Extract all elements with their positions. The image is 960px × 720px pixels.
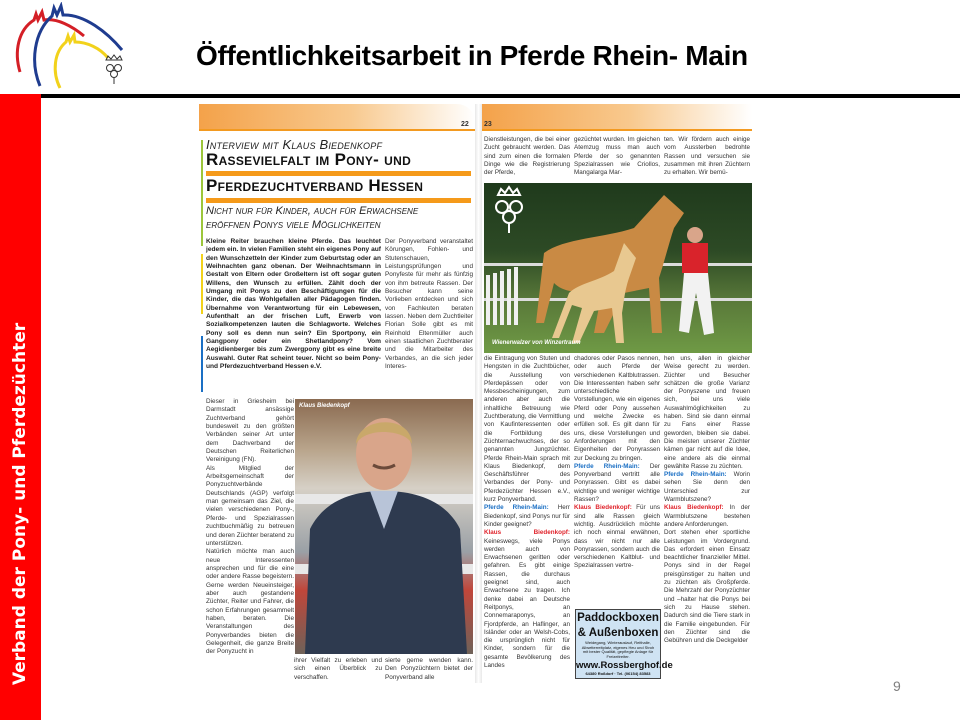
article-subhead-line1: Nicht nur für Kinder, auch für Erwachsene (206, 205, 419, 217)
photo-caption: Wienerwalzer von Winzertraum (492, 340, 581, 346)
slide-page-number: 9 (893, 678, 901, 694)
portrait-illustration (295, 399, 473, 654)
article-column (664, 355, 750, 645)
article-subhead-line2: eröffnen Ponys viele Möglichkeiten (206, 219, 381, 231)
question-label: Pferde Rhein-Main: (574, 462, 640, 470)
photo-caption: Klaus Biedenkopf (299, 403, 350, 409)
headline-underline (206, 198, 471, 203)
article-column: sierte gerne wenden kann. Den Ponyzüchtern bietet der Ponyverband alle (385, 657, 473, 681)
association-logo (12, 2, 142, 92)
paragraph: chadores oder Pasos nennen, oder auch Pferde der verschiedenen Kaltblutrassen. Die Interessenten haben sehr unterschiedliche Vorstellungen, wie ein eigenes Pferd oder Pony aussehen und welche Zwecke es erfüllen soll. Es gilt dann für uns, diese Vorstellungen und Anforderungen mit den Eigenheiten der Ponyrassen zur Deckung zu bringen. (574, 355, 660, 462)
crown-trefoil-icon (106, 55, 122, 84)
article-intro: Kleine Reiter brauchen kleine Pferde. Das leuchtet jedem ein. In vielen Familien steht ein eigenes Pony auf den Wunschzetteln der Kinder zum Geburtstag oder an Weihnachten ganz obenan. Der Weihnachtsmann in Gestalt von Eltern oder Großeltern ist oft sogar guten Willens, den Wunsch zu erfüllen. Zählt doch der Umgang mit Ponys zu den Beschäftigungen für die Kinder, die das Wohlgefallen aller Pädagogen finden. Übernahme von Verantwortung für ein Lebewesen, Aufenthalt an der frischen Luft, Erwerb von Sozialkompetenzen lauten die Schlagworte. Welches Pony soll es denn nun sein? Ein Sportpony, ein Gangpony oder ein Shetlandpony? Vom Aegidienberger bis zum Zwergpony gibt es eine breite Auswahl. Guter Rat scheint teuer. Nicht so beim Pony- und Pferdezuchtverband Hessen e.V. (206, 238, 381, 371)
paragraph: Dieser in Griesheim bei Darmstadt ansässige Zuchtverband gehört bundesweit zu den größten Verbänden seiner Art unter dem Dachverband der Deutschen Reiterlichen Vereinigung (FN). (206, 398, 294, 464)
paragraph: Natürlich möchte man auch neue Interessenten ansprechen und für die eine oder andere Rasse begeistern. Gerne werden Neueinsteiger, aber auch gestandene Züchter, Reiter und Fahrer, die schon Erfahrungen gesammelt haben, beraten. Die Veranstaltungen des Ponyverbandes bieten die Gelegenheit, die ganze Breite der Ponyzucht in (206, 548, 294, 656)
question-text: Herr Biedenkopf, sind Ponys nur für Kinder geeignet? (484, 504, 570, 528)
answer-label: Klaus Biedenkopf: (484, 529, 570, 537)
side-band-text: Verband der Pony- und Pferdezüchter (10, 322, 30, 686)
ad-headline: Paddockboxen (577, 612, 659, 624)
magazine-spread (199, 104, 752, 683)
answer-text: In der Warmblutszene bestehen andere Anforderungen. (664, 504, 751, 528)
article-column: ihrer Vielfalt zu erleben und sich einen Überblick zu verschaffen. (294, 657, 382, 681)
ad-url: www.Rossberghof.de (576, 660, 673, 672)
magazine-page-right (482, 104, 752, 683)
photo-klaus-biedenkopf (295, 399, 473, 654)
answer-text: Für uns sind alle Rassen gleich wichtig. Ausdrücklich möchte ich noch einmal erwähnen, dass wir nicht nur alle Ponyrassen, sondern auch die verschiedenen Kaltblut- und Spezialrassen vertre- (574, 504, 661, 570)
ad-headline: & Außenboxen (577, 627, 659, 639)
ad-details: Weidegang, Winterauslauf, Reithalle, Allwetterreitplatz, eigenes Heu und Stroh mit bester Qualität, gepflegte Anlage für Freizeitreiter. (581, 640, 655, 659)
article-column (206, 398, 294, 657)
question-text: Der Ponyverband vertritt alle Ponyrassen. Gibt es dabei wichtige und weniger wichtige Rassen? (574, 462, 660, 504)
page-header-band (199, 104, 475, 131)
answer-label: Klaus Biedenkopf: (664, 504, 724, 512)
horse-photo-illustration (484, 183, 752, 353)
article-kicker: Interview mit Klaus Biedenkopf (206, 137, 383, 152)
title-divider (0, 94, 960, 98)
paragraph: Als Mitglied der Arbeitsgemeinschaft der Ponyzuchtverbände Deutschlands (AGP) verfolgt man gemeinsam das Ziel, die vielen verschiedenen Pony-, Pferde- und Spezialrassen zuchtbuchmäßig zu betreuen und deren Züchter beratend zu unterstützen. (206, 464, 294, 547)
article-headline-line2: Pferdezuchtverband Hessen (206, 176, 424, 195)
side-band (0, 94, 41, 720)
article-headline-line1: Rassevielfalt im Pony- und (206, 150, 412, 169)
article-column: Der Ponyverband veranstaltet Körungen, Fohlen- und Stutenschauen, Leistungsprüfungen und Ponyfeste für mehr als fünfzig von ihm betreute Rassen. Der Besucher kann seine Vorlieben entdecken und sich von Fachleuten beraten lassen. Neben dem Zuchtleiter Florian Solle gibt es mit Reinhold Eltenmüller auch einen staatlichen Zuchtberater und die Mitarbeiter des Verbandes, an die sich jeder Interes- (385, 238, 473, 371)
page-number-left: 22 (461, 121, 469, 128)
magazine-page-left (199, 104, 475, 683)
crown-trefoil-icon (496, 187, 522, 233)
answer-text: Keineswegs, viele Ponys werden auch von Erwachsenen geritten oder gefahren. Es gibt einige Rassen, die durchaus geeignet sind, auch Erwachsene zu tragen. Ich denke dabei an Deutsche Reitponys, an Connemaraponys, an Fjordpferde, an Haflinger, an Isländer oder an Welsh-Cobs, die ursprünglich nicht für Kinder, sondern für die gesamte Bevölkerung des Landes (484, 537, 570, 669)
slide-title: Öffentlichkeitsarbeit in Pferde Rhein- Main (196, 40, 748, 71)
article-column: Dienstleistungen, die bei einer Zucht gebraucht werden. Das sind zum einen die formalen Dinge wie die Registrierung der Pferde, (484, 136, 570, 177)
question-label: Pferde Rhein-Main: (484, 504, 549, 512)
ad-contact: 64380 Roßdorf · Tel. (06154) 83583 (585, 671, 651, 677)
paragraph: die Eintragung von Stuten und Hengsten in die Zuchtbücher, die Ausstellung von Pferdepässen oder von Messbescheinigungen, zum anderen aber auch die inhaltliche Betreuung wie Zuchtberatung, die Vermittlung von Kaufinteressenten oder die Fortbildung des Züchternachwuchses, der so genannten Jungzüchter. Pferde Rhein-Main sprach mit Klaus Biedenkopf, dem Geschäftsführer des Verbandes der Pony- und Pferdezüchter Hessen e.V., kurz Ponyverband. (484, 355, 570, 504)
article-column: ten. Wir fördern auch einige vom Aussterben bedrohte Rassen und versuchen sie zusammen mit ihren Züchtern zu erhalten. Wir bemü- (664, 136, 750, 177)
page-number-right: 23 (484, 121, 492, 128)
accent-bar (201, 336, 203, 392)
advertisement-rossberghof (575, 609, 673, 679)
question-text: Worin sehen Sie denn den Unterschied zur Warmblutszene? (664, 471, 750, 504)
paragraph: Dort stehen eher sportliche Leistungen im Vordergrund. Das erfordert einen Einsatz beachtlicher finanzieller Mittel. Ponys sind in der Regel preisgünstiger zu halten und zu züchten als Großpferde. Die Mehrzahl der Ponyzüchter und –halter hat die Ponys bei sich zu Hause stehen. Dadurch sind die Tiere stark in die Familie eingebunden. Für den Züchter sind die Gebühren und die Deckgelder (664, 529, 750, 645)
accent-bar (201, 254, 203, 314)
answer-label: Klaus Biedenkopf: (574, 504, 632, 512)
paragraph: hen uns, allen in gleicher Weise gerecht zu werden. Züchter und Besucher schätzen die große Varianz der Ponyszene und freuen sich, bei uns viele Auswahlmöglichkeiten zu haben. Sind sie dann einmal zu Fans einer Rasse geworden, bleiben sie dabei. Die meisten unserer Züchter kämen gar nicht auf die Idee, eine andere als die einmal gewählte Rasse zu züchten. (664, 355, 750, 470)
article-column (484, 355, 570, 670)
page-header-band (482, 104, 752, 131)
article-column (574, 355, 660, 571)
accent-bar (201, 140, 203, 246)
horse-heads-logo (12, 2, 142, 92)
article-column: gezüchtet wurden. Im gleichen Atemzug muss man auch Pferde der so genannten Spezialrassen wie Criollos, Mangalarga Mar- (574, 136, 660, 177)
photo-horses (484, 183, 752, 353)
page-gutter (475, 104, 482, 683)
question-label: Pferde Rhein-Main: (664, 471, 727, 479)
